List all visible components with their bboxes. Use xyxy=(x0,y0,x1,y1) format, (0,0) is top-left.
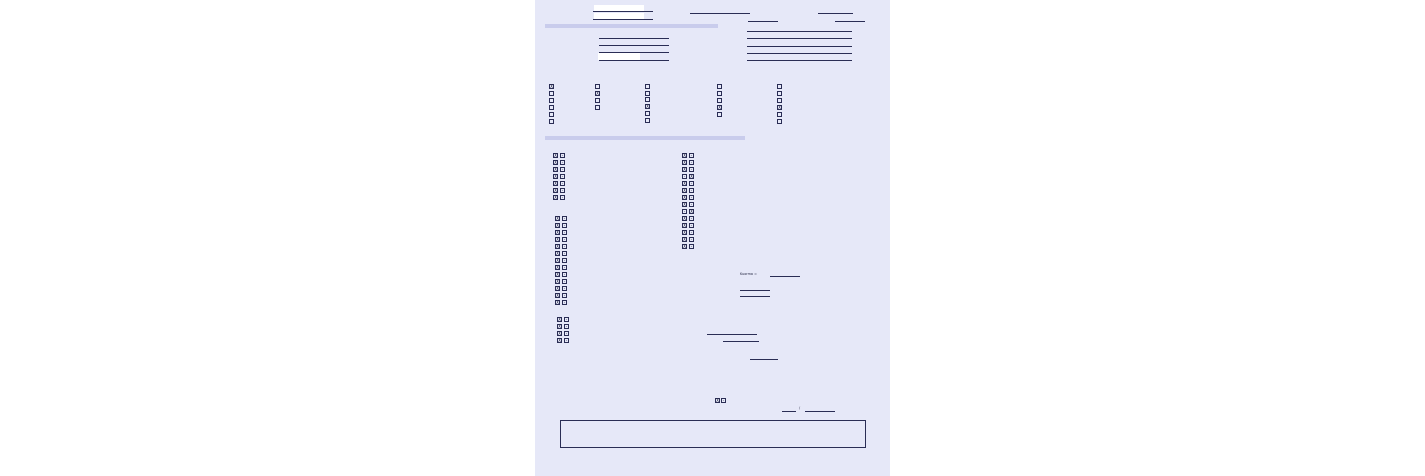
structure-checkbox[interactable] xyxy=(645,91,650,96)
sec2-e-box[interactable]: - xyxy=(563,286,566,291)
sec2-k-box[interactable]: X xyxy=(556,216,559,221)
sec3-k-box[interactable]: X xyxy=(558,338,561,343)
structure-checkbox[interactable] xyxy=(645,118,650,123)
sec4-k-box[interactable]: X xyxy=(683,237,686,242)
sec4-k-box[interactable]: - xyxy=(683,209,686,214)
structure-checkbox[interactable] xyxy=(645,97,650,102)
load-control-checkbox[interactable]: X xyxy=(778,105,781,110)
sec2-k-box[interactable]: X xyxy=(556,265,559,270)
sec4-k-box[interactable]: X xyxy=(683,188,686,193)
sec4-e-box[interactable]: - xyxy=(690,181,693,186)
sec2-e-box[interactable]: - xyxy=(563,300,566,305)
sec4-e-box[interactable]: - xyxy=(690,216,693,221)
base-checkbox[interactable] xyxy=(595,105,600,110)
load-label: Kuorma = xyxy=(740,272,757,276)
date-slash: / xyxy=(799,406,801,410)
sec3-e-box[interactable]: - xyxy=(565,338,568,343)
sec4-k-box[interactable]: X xyxy=(683,195,686,200)
sec3-k-box[interactable]: X xyxy=(558,317,561,322)
support-checkbox[interactable] xyxy=(717,98,722,103)
base-checkbox[interactable]: X xyxy=(596,91,599,96)
sec2-e-box[interactable]: - xyxy=(563,237,566,242)
sec2-e-box[interactable]: - xyxy=(563,251,566,256)
lift-type-checkbox[interactable] xyxy=(549,105,554,110)
sec4-k-box[interactable]: X xyxy=(683,153,686,158)
sec2-e-box[interactable]: - xyxy=(563,216,566,221)
sec1-k-box[interactable]: X xyxy=(554,195,557,200)
sec4-e-box[interactable]: - xyxy=(690,167,693,172)
inspection-form xyxy=(535,0,890,476)
sec2-k-box[interactable]: X xyxy=(556,286,559,291)
service-book-e[interactable]: - xyxy=(722,398,725,403)
sec1-e-box[interactable]: - xyxy=(561,160,564,165)
sec1-e-box[interactable]: - xyxy=(561,153,564,158)
sec2-k-box[interactable]: X xyxy=(556,272,559,277)
sec4-e-box[interactable]: - xyxy=(690,160,693,165)
sec4-e-box[interactable]: - xyxy=(690,153,693,158)
sec1-e-box[interactable]: - xyxy=(561,181,564,186)
sec4-k-box[interactable]: X xyxy=(683,167,686,172)
company-footer xyxy=(560,420,866,448)
sec2-e-box[interactable]: - xyxy=(563,223,566,228)
sec4-k-box[interactable]: X xyxy=(683,230,686,235)
load-control-checkbox[interactable] xyxy=(777,112,782,117)
sec3-k-box[interactable]: X xyxy=(558,324,561,329)
sec2-k-box[interactable]: X xyxy=(556,293,559,298)
sec1-k-box[interactable]: X xyxy=(554,167,557,172)
sec1-k-box[interactable]: X xyxy=(554,188,557,193)
sec1-k-box[interactable]: X xyxy=(554,174,557,179)
sec3-e-box[interactable]: - xyxy=(565,324,568,329)
sec4-e-box[interactable]: - xyxy=(690,202,693,207)
sec2-e-box[interactable]: - xyxy=(563,293,566,298)
sec2-e-box[interactable]: - xyxy=(563,230,566,235)
sec4-e-box[interactable]: - xyxy=(690,230,693,235)
sec3-e-box[interactable]: - xyxy=(565,317,568,322)
sec4-e-box[interactable]: - xyxy=(690,223,693,228)
support-checkbox[interactable] xyxy=(717,84,722,89)
lift-type-checkbox[interactable] xyxy=(549,112,554,117)
sec2-e-box[interactable]: - xyxy=(563,258,566,263)
sec2-k-box[interactable]: X xyxy=(556,279,559,284)
redacted-year xyxy=(598,53,640,60)
sec4-e-box[interactable]: - xyxy=(690,237,693,242)
sec1-e-box[interactable]: - xyxy=(561,174,564,179)
sec4-e-box[interactable]: X xyxy=(690,209,693,214)
load-control-checkbox[interactable] xyxy=(777,84,782,89)
sec4-k-box[interactable]: X xyxy=(683,202,686,207)
sec2-k-box[interactable]: X xyxy=(556,251,559,256)
sec1-k-box[interactable]: X xyxy=(554,181,557,186)
sec1-e-box[interactable]: - xyxy=(561,167,564,172)
structure-checkbox[interactable] xyxy=(645,84,650,89)
sec1-k-box[interactable]: X xyxy=(554,153,557,158)
support-checkbox[interactable] xyxy=(717,91,722,96)
sec4-k-box[interactable]: X xyxy=(683,244,686,249)
sec4-e-box[interactable]: X xyxy=(690,174,693,179)
sec4-e-box[interactable]: - xyxy=(690,244,693,249)
structure-checkbox[interactable]: X xyxy=(646,104,649,110)
sec4-k-box[interactable]: X xyxy=(683,216,686,221)
lift-type-checkbox[interactable] xyxy=(549,119,554,124)
sec3-e-box[interactable]: - xyxy=(565,331,568,336)
sec4-k-box[interactable]: X xyxy=(683,160,686,165)
base-checkbox[interactable] xyxy=(595,84,600,89)
load-control-checkbox[interactable] xyxy=(777,98,782,103)
sec2-k-box[interactable]: X xyxy=(556,300,559,305)
structure-checkbox[interactable] xyxy=(645,111,650,116)
base-checkbox[interactable] xyxy=(595,98,600,103)
sec2-e-box[interactable]: - xyxy=(563,244,566,249)
sec4-k-box[interactable]: - xyxy=(683,174,686,179)
sec4-k-box[interactable]: X xyxy=(683,181,686,186)
service-book-k[interactable]: X xyxy=(716,398,719,403)
sec2-k-box[interactable]: X xyxy=(556,244,559,249)
support-checkbox[interactable]: X xyxy=(718,105,721,110)
support-checkbox[interactable] xyxy=(717,112,722,117)
sec2-e-box[interactable]: - xyxy=(563,265,566,270)
sec2-k-box[interactable]: X xyxy=(556,223,559,228)
sec3-k-box[interactable]: X xyxy=(558,331,561,336)
lift-type-checkbox[interactable] xyxy=(549,98,554,103)
load-control-checkbox[interactable] xyxy=(777,119,782,124)
sec4-e-box[interactable]: - xyxy=(690,195,693,200)
lift-type-checkbox[interactable] xyxy=(549,91,554,96)
sec1-k-box[interactable]: X xyxy=(554,160,557,165)
sec4-k-box[interactable]: X xyxy=(683,223,686,228)
sec2-e-box[interactable]: - xyxy=(563,272,566,277)
sec2-k-box[interactable]: X xyxy=(556,237,559,242)
sec1-e-box[interactable]: - xyxy=(561,188,564,193)
sec2-k-box[interactable]: X xyxy=(556,230,559,235)
sec1-e-box[interactable]: - xyxy=(561,195,564,200)
sec2-k-box[interactable]: X xyxy=(556,258,559,263)
sec2-e-box[interactable]: - xyxy=(563,279,566,284)
lift-type-checkbox[interactable]: X xyxy=(550,84,553,89)
load-control-checkbox[interactable] xyxy=(777,91,782,96)
sec4-e-box[interactable]: - xyxy=(690,188,693,193)
